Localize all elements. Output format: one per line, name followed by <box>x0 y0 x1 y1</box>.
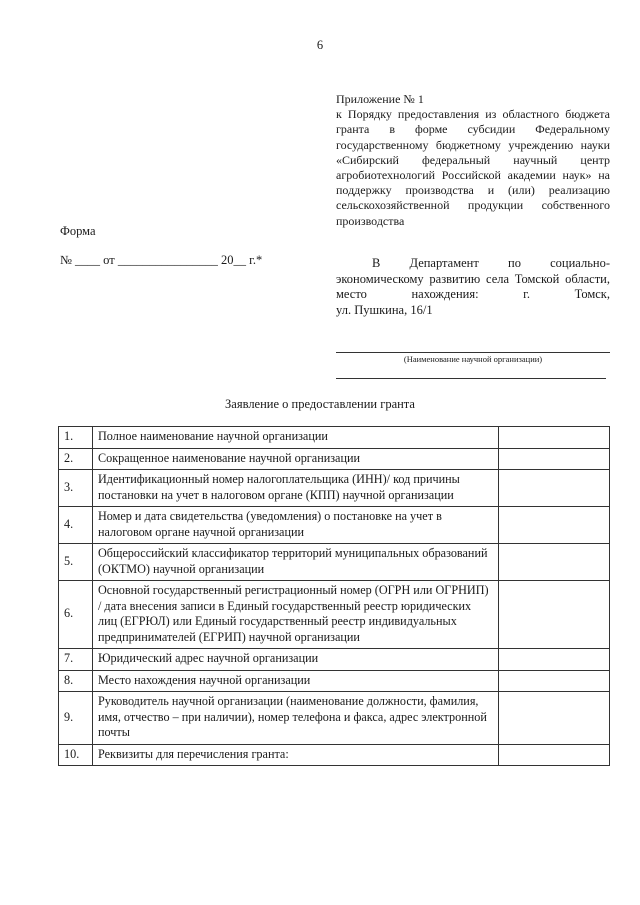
row-number: 10. <box>59 744 93 766</box>
row-number: 9. <box>59 692 93 745</box>
row-number: 6. <box>59 581 93 649</box>
row-number: 5. <box>59 544 93 581</box>
row-value-cell[interactable] <box>499 649 610 671</box>
row-description: Номер и дата свидетельства (уведомления) о постановке на учет в налоговом органе научной организации <box>93 507 499 544</box>
row-description: Место нахождения научной организации <box>93 670 499 692</box>
annex-header <box>336 92 610 229</box>
grant-application-table <box>58 426 610 766</box>
statement-title: Заявление о предоставлении гранта <box>225 397 415 411</box>
form-label: Форма <box>60 224 96 238</box>
row-description: Руководитель научной организации (наименование должности, фамилия, имя, отчество – при наличии), номер телефона и факса, адрес электронной почты <box>93 692 499 745</box>
table-row <box>59 427 610 449</box>
row-number: 8. <box>59 670 93 692</box>
department-address-body: В Департамент по социально-экономическому развитию села Томской области, место нахождения: г. Томск, <box>336 256 610 302</box>
row-value-cell[interactable] <box>499 470 610 507</box>
row-description: Общероссийский классификатор территорий муниципальных образований (ОКТМО) научной организации <box>93 544 499 581</box>
row-value-cell[interactable] <box>499 744 610 766</box>
table-row <box>59 670 610 692</box>
row-description: Сокращенное наименование научной организации <box>93 448 499 470</box>
row-value-cell[interactable] <box>499 507 610 544</box>
row-number: 1. <box>59 427 93 449</box>
table-row <box>59 581 610 649</box>
annex-body-end: производства <box>336 213 405 228</box>
row-value-cell[interactable] <box>499 448 610 470</box>
row-value-cell[interactable] <box>499 581 610 649</box>
org-name-line <box>336 352 610 353</box>
table-row <box>59 692 610 745</box>
table-row <box>59 744 610 766</box>
row-description: Реквизиты для перечисления гранта: <box>93 744 499 766</box>
table-row <box>59 470 610 507</box>
row-number: 4. <box>59 507 93 544</box>
row-value-cell[interactable] <box>499 427 610 449</box>
annex-title: Приложение № 1 <box>336 92 424 106</box>
row-value-cell[interactable] <box>499 544 610 581</box>
table-row <box>59 544 610 581</box>
row-description: Идентификационный номер налогоплательщика (ИНН)/ код причины постановки на учет в налоговом органе (КПП) научной организации <box>93 470 499 507</box>
row-number: 3. <box>59 470 93 507</box>
org-name-line-2 <box>336 378 606 379</box>
row-value-cell[interactable] <box>499 692 610 745</box>
row-description: Юридический адрес научной организации <box>93 649 499 671</box>
row-description: Основной государственный регистрационный номер (ОГРН или ОГРНИП) / дата внесения записи в Единый государственный реестр юридических лиц (ЕГРЮЛ) или Единый государственный реестр индивидуальных предпринимателей (ЕГРИП) научной организации <box>93 581 499 649</box>
table-row <box>59 649 610 671</box>
row-number: 7. <box>59 649 93 671</box>
page-number: 6 <box>316 38 324 52</box>
row-number: 2. <box>59 448 93 470</box>
annex-body: к Порядку предоставления из областного бюджета гранта в форме субсидии Федеральному государственному бюджетному учреждению науки «Сибирский федеральный научный центр агробиотехнологий Российской академии наук» на поддержку производства и (или) реализацию сельскохозяйственной продукции собственного <box>336 107 610 213</box>
table-row <box>59 507 610 544</box>
org-name-caption: (Наименование научной организации) <box>403 354 543 364</box>
department-address <box>336 256 610 318</box>
number-date-line: № ____ от ________________ 20__ г.* <box>60 253 263 267</box>
row-value-cell[interactable] <box>499 670 610 692</box>
department-address-end: ул. Пушкина, 16/1 <box>336 302 433 317</box>
table-row <box>59 448 610 470</box>
row-description: Полное наименование научной организации <box>93 427 499 449</box>
